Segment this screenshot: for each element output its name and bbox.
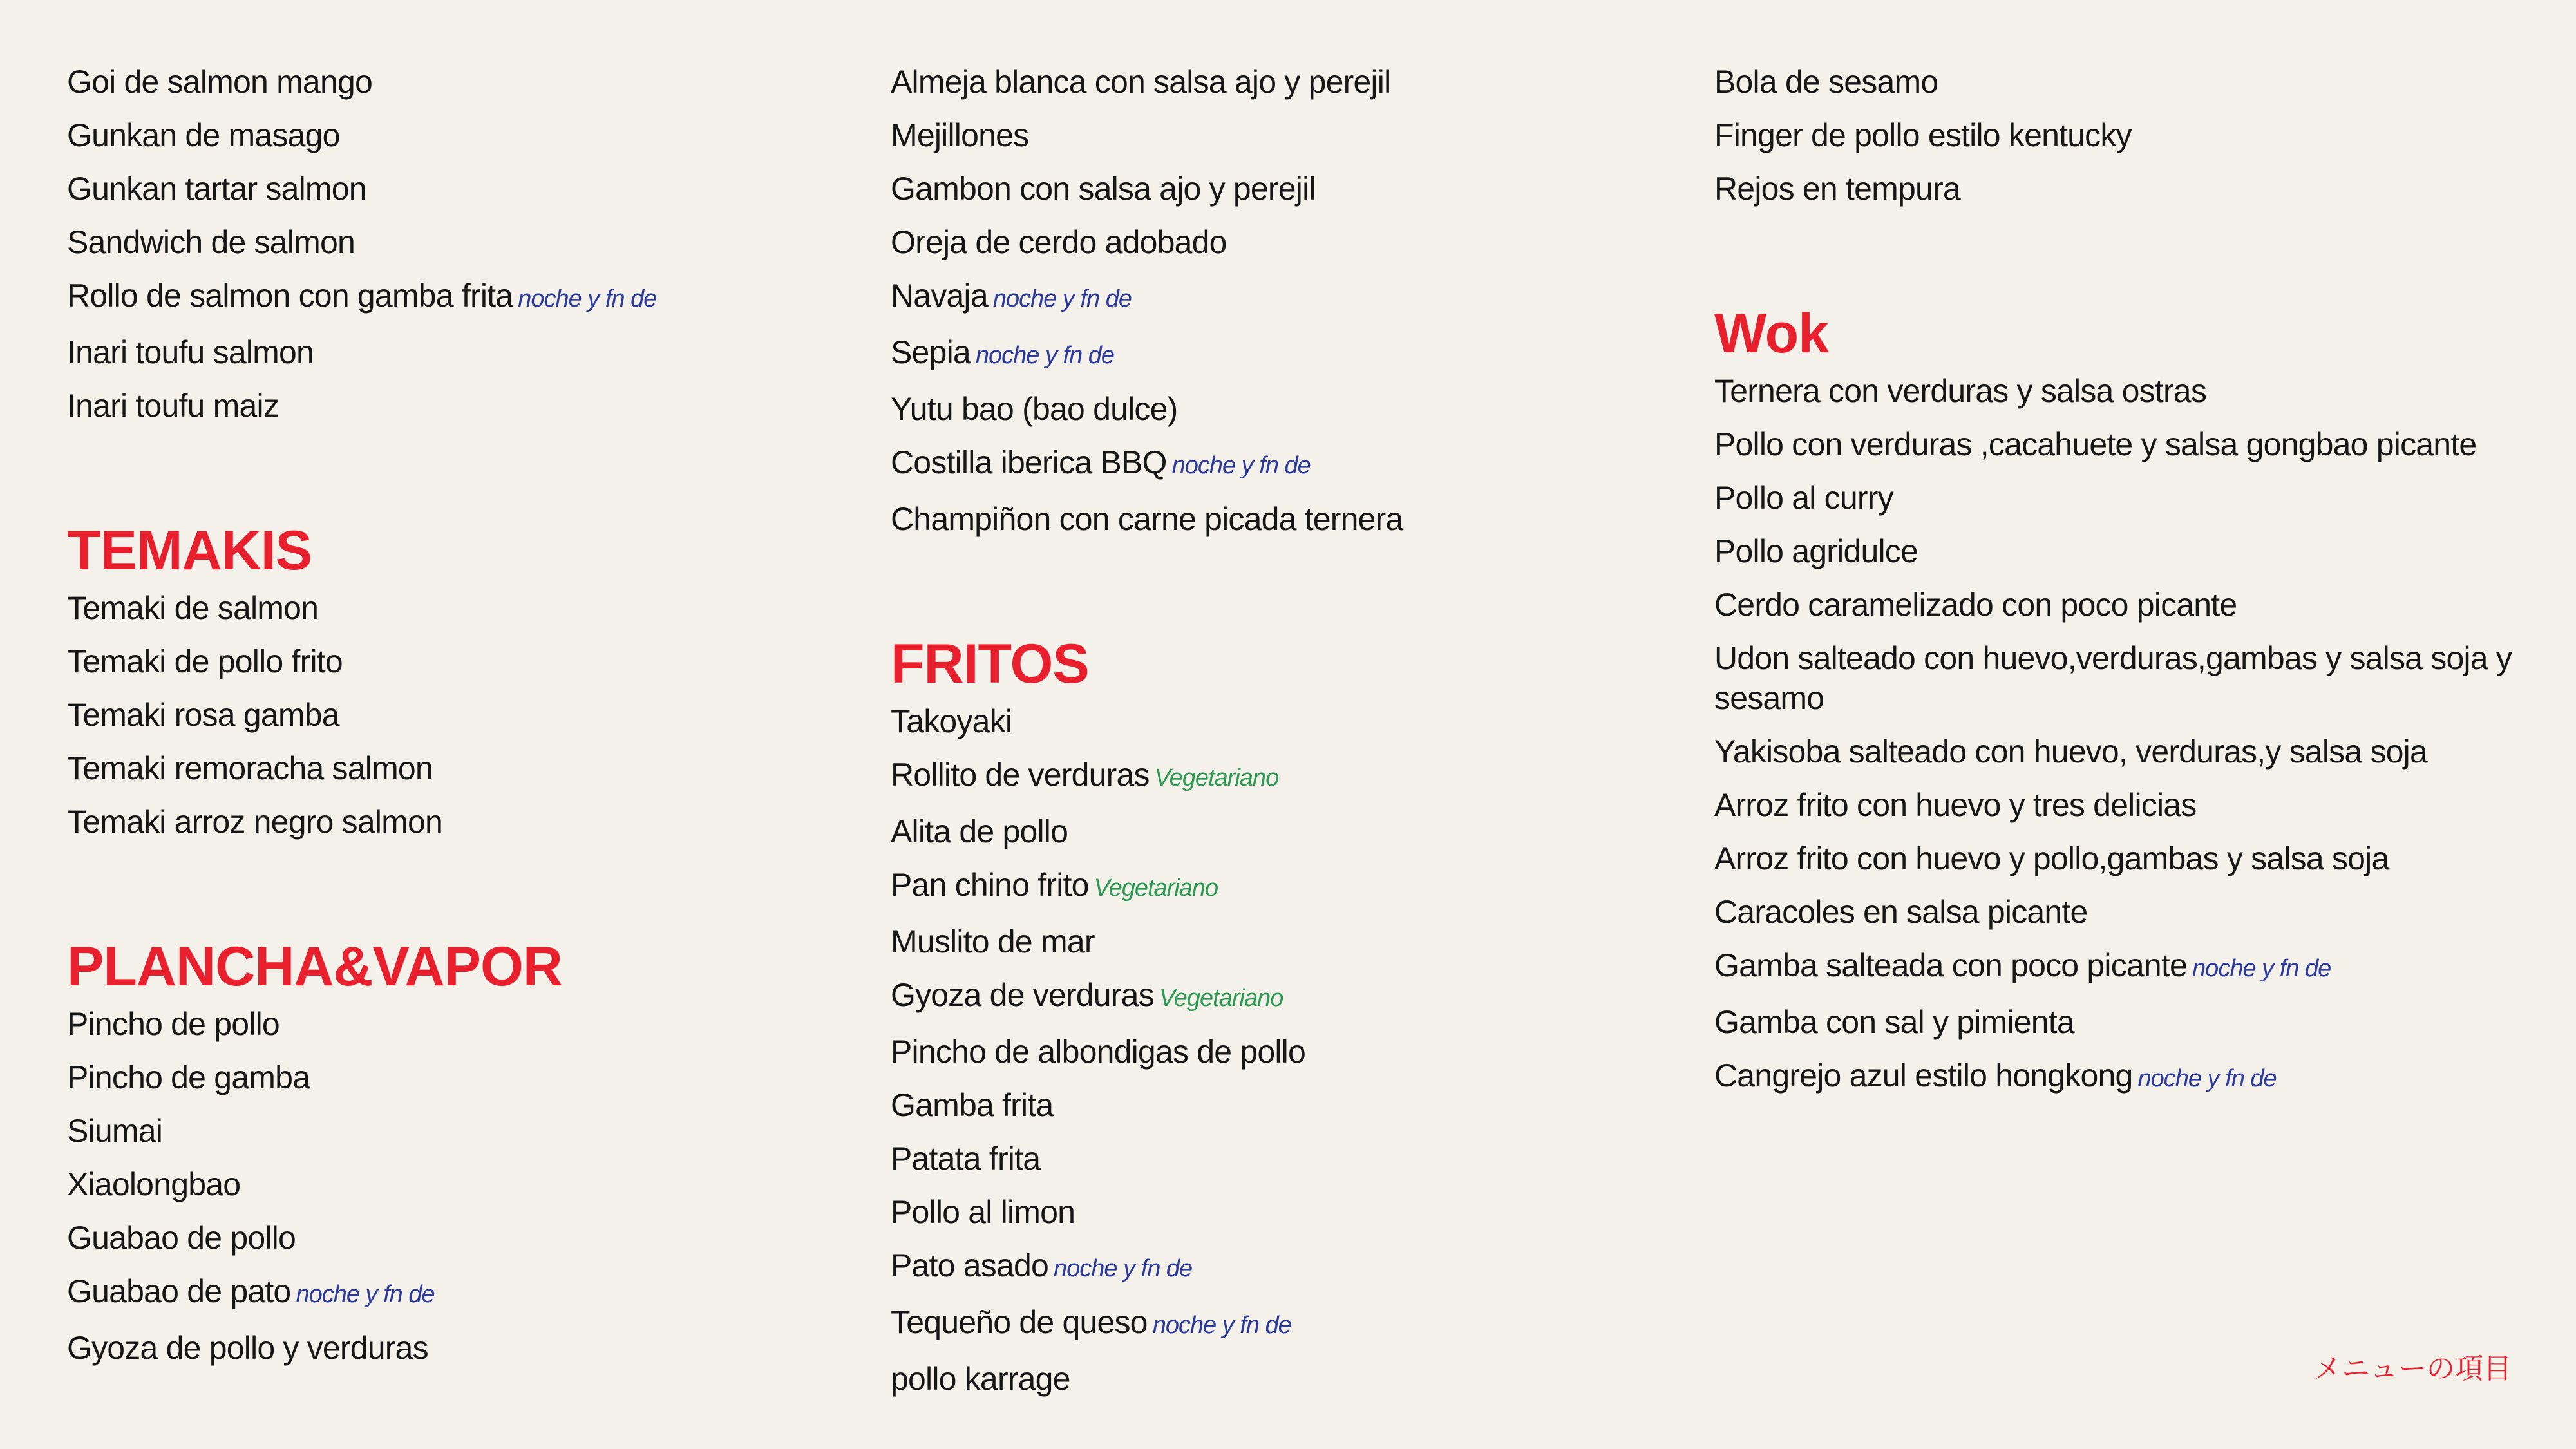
menu-section — [891, 633, 1689, 1399]
menu-column-1 — [67, 62, 866, 1381]
menu-item — [1714, 424, 2513, 464]
section-title: Wok — [1714, 303, 1828, 365]
menu-item-name: Pan chino frito — [891, 867, 1089, 903]
menu-item-name: Inari toufu maiz — [67, 388, 279, 424]
menu-item — [891, 1192, 1689, 1232]
menu-item — [1714, 371, 2513, 411]
menu-item — [67, 1057, 866, 1097]
menu-item-name: Sandwich de salmon — [67, 224, 355, 260]
availability-tag: noche y fn de — [296, 1281, 435, 1308]
menu-item-name: Tequeño de queso — [891, 1304, 1148, 1340]
menu-item — [67, 1004, 866, 1044]
menu-item-list — [891, 701, 1689, 1399]
section-title: PLANCHA&VAPOR — [67, 936, 562, 998]
menu-section — [67, 938, 866, 1368]
menu-item — [67, 802, 866, 842]
menu-item — [891, 1032, 1689, 1072]
menu-item — [891, 1245, 1689, 1289]
availability-tag: noche y fn de — [518, 285, 657, 312]
menu-item-name: Xiaolongbao — [67, 1166, 241, 1202]
menu-item — [1714, 945, 2513, 989]
menu-item-list — [67, 62, 866, 426]
menu-item-name: Goi de salmon mango — [67, 64, 372, 100]
menu-item — [1714, 585, 2513, 625]
menu-item-name: Pincho de pollo — [67, 1006, 279, 1042]
availability-tag: noche y fn de — [975, 342, 1115, 369]
menu-item-name: Mejillones — [891, 117, 1029, 153]
menu-item-list — [67, 588, 866, 842]
menu-item — [67, 222, 866, 262]
menu-item-name: Arroz frito con huevo y tres delicias — [1714, 787, 2197, 823]
menu-item-list — [1714, 62, 2513, 209]
menu-item-name: Pollo con verduras ,cacahuete y salsa gongbao picante — [1714, 426, 2477, 462]
vegetarian-tag: Vegetariano — [1094, 875, 1218, 902]
menu-item-name: Guabao de pollo — [67, 1220, 296, 1256]
menu-item-name: Muslito de mar — [891, 923, 1095, 960]
availability-tag: noche y fn de — [2192, 955, 2331, 982]
menu-item-name: Sepia — [891, 334, 971, 370]
menu-item — [1714, 478, 2513, 518]
menu-section — [1714, 305, 2513, 1099]
menu-item — [891, 922, 1689, 961]
menu-item — [67, 588, 866, 628]
footer-label: メニューの項目 — [2313, 1352, 2512, 1385]
menu-item-name: Yakisoba salteado con huevo, verduras,y salsa soja — [1714, 734, 2427, 770]
menu-item — [67, 169, 866, 209]
menu-item — [891, 169, 1689, 209]
menu-item-name: Cangrejo azul estilo hongkong — [1714, 1057, 2133, 1094]
menu-item-name: Pollo al curry — [1714, 480, 1893, 516]
vegetarian-tag: Vegetariano — [1154, 764, 1279, 791]
menu-item-name: Rollo de salmon con gamba frita — [67, 278, 513, 314]
vegetarian-tag: Vegetariano — [1159, 985, 1283, 1012]
menu-item — [1714, 531, 2513, 571]
menu-item — [891, 62, 1689, 102]
menu-item — [1714, 1002, 2513, 1042]
availability-tag: noche y fn de — [2137, 1065, 2277, 1092]
menu-item — [891, 1085, 1689, 1125]
menu-section — [1714, 62, 2513, 209]
menu-item — [891, 1302, 1689, 1345]
menu-item — [67, 1111, 866, 1151]
menu-item — [67, 386, 866, 426]
menu-item-name: Temaki de pollo frito — [67, 643, 343, 679]
menu-item-name: Gunkan de masago — [67, 117, 340, 153]
availability-tag: noche y fn de — [1171, 452, 1311, 479]
menu-item — [67, 748, 866, 788]
menu-item — [891, 1359, 1689, 1399]
menu-item-name: Patata frita — [891, 1141, 1041, 1177]
menu-item — [1714, 62, 2513, 102]
menu-item-name: Takoyaki — [891, 703, 1012, 739]
menu-item — [891, 276, 1689, 319]
menu-item-name: Pincho de albondigas de pollo — [891, 1034, 1305, 1070]
menu-item-name: Gunkan tartar salmon — [67, 171, 366, 207]
menu-item-name: Siumai — [67, 1113, 163, 1149]
menu-item-name: Gamba salteada con poco picante — [1714, 947, 2188, 983]
menu-item-name: Ternera con verduras y salsa ostras — [1714, 373, 2207, 409]
menu-section — [67, 62, 866, 426]
menu-item — [891, 499, 1689, 539]
menu-item — [67, 332, 866, 372]
menu-item-list — [891, 62, 1689, 539]
menu-item — [1714, 785, 2513, 825]
section-title: FRITOS — [891, 633, 1089, 695]
menu-item-name: Inari toufu salmon — [67, 334, 314, 370]
menu-item-name: Alita de pollo — [891, 813, 1068, 849]
availability-tag: noche y fn de — [992, 285, 1132, 312]
menu-item-list — [67, 1004, 866, 1368]
availability-tag: noche y fn de — [1053, 1255, 1193, 1282]
menu-item — [67, 1328, 866, 1368]
menu-item — [67, 62, 866, 102]
menu-item — [1714, 1056, 2513, 1099]
menu-item-name: Udon salteado con huevo,verduras,gambas y salsa soja y sesamo — [1714, 640, 2512, 716]
menu-item-name: Temaki arroz negro salmon — [67, 804, 443, 840]
menu-item — [891, 811, 1689, 851]
menu-item-name: Gamba con sal y pimienta — [1714, 1004, 2074, 1040]
menu-item-name: Caracoles en salsa picante — [1714, 894, 2088, 930]
menu-item — [1714, 115, 2513, 155]
menu-section — [67, 522, 866, 842]
menu-item — [891, 975, 1689, 1018]
menu-item-name: Pato asado — [891, 1247, 1048, 1283]
menu-column-2 — [891, 62, 1689, 1412]
menu-item-name: Almeja blanca con salsa ajo y perejil — [891, 64, 1391, 100]
menu-item-name: Cerdo caramelizado con poco picante — [1714, 587, 2237, 623]
availability-tag: noche y fn de — [1152, 1312, 1291, 1339]
menu-item-name: Gambon con salsa ajo y perejil — [891, 171, 1316, 207]
menu-item-name: Temaki de salmon — [67, 590, 319, 626]
menu-item-name: Finger de pollo estilo kentucky — [1714, 117, 2132, 153]
menu-item-name: Gyoza de pollo y verduras — [67, 1330, 428, 1366]
menu-item-name: Champiñon con carne picada ternera — [891, 501, 1403, 537]
menu-item-name: Guabao de pato — [67, 1273, 291, 1309]
menu-item — [67, 276, 866, 319]
menu-item-name: Rollito de verduras — [891, 757, 1150, 793]
menu-item — [891, 389, 1689, 429]
menu-item — [67, 1271, 866, 1314]
menu-item — [67, 1164, 866, 1204]
menu-item-name: Gamba frita — [891, 1087, 1054, 1123]
menu-item — [891, 865, 1689, 908]
menu-item-name: Pollo agridulce — [1714, 533, 1918, 569]
menu-item-name: pollo karrage — [891, 1361, 1070, 1397]
menu-item-name: Arroz frito con huevo y pollo,gambas y salsa soja — [1714, 840, 2389, 876]
menu-section — [891, 62, 1689, 539]
menu-item-name: Navaja — [891, 278, 988, 314]
menu-item — [67, 115, 866, 155]
menu-item-name: Temaki rosa gamba — [67, 697, 339, 733]
section-title: TEMAKIS — [67, 520, 312, 582]
menu-column-3 — [1714, 62, 2513, 1112]
menu-item — [1714, 169, 2513, 209]
menu-item — [891, 755, 1689, 798]
menu-item — [891, 222, 1689, 262]
menu-item — [67, 695, 866, 735]
menu-item — [67, 1218, 866, 1258]
menu-item-name: Yutu bao (bao dulce) — [891, 391, 1178, 427]
menu-item — [1714, 732, 2513, 772]
menu-item — [891, 332, 1689, 375]
menu-item-name: Pincho de gamba — [67, 1059, 310, 1095]
menu-item-name: Temaki remoracha salmon — [67, 750, 433, 786]
menu-item — [891, 1139, 1689, 1179]
menu-item-name: Pollo al limon — [891, 1194, 1075, 1230]
menu-item-name: Rejos en tempura — [1714, 171, 1960, 207]
menu-item — [891, 442, 1689, 486]
menu-item-name: Gyoza de verduras — [891, 977, 1154, 1013]
menu-item — [67, 641, 866, 681]
menu-item — [1714, 638, 2513, 718]
menu-item-list — [1714, 371, 2513, 1099]
menu-item — [1714, 892, 2513, 932]
menu-item — [891, 701, 1689, 741]
menu-item — [1714, 838, 2513, 878]
menu-item — [891, 115, 1689, 155]
menu-item-name: Bola de sesamo — [1714, 64, 1938, 100]
menu-item-name: Costilla iberica BBQ — [891, 444, 1167, 480]
menu-item-name: Oreja de cerdo adobado — [891, 224, 1227, 260]
